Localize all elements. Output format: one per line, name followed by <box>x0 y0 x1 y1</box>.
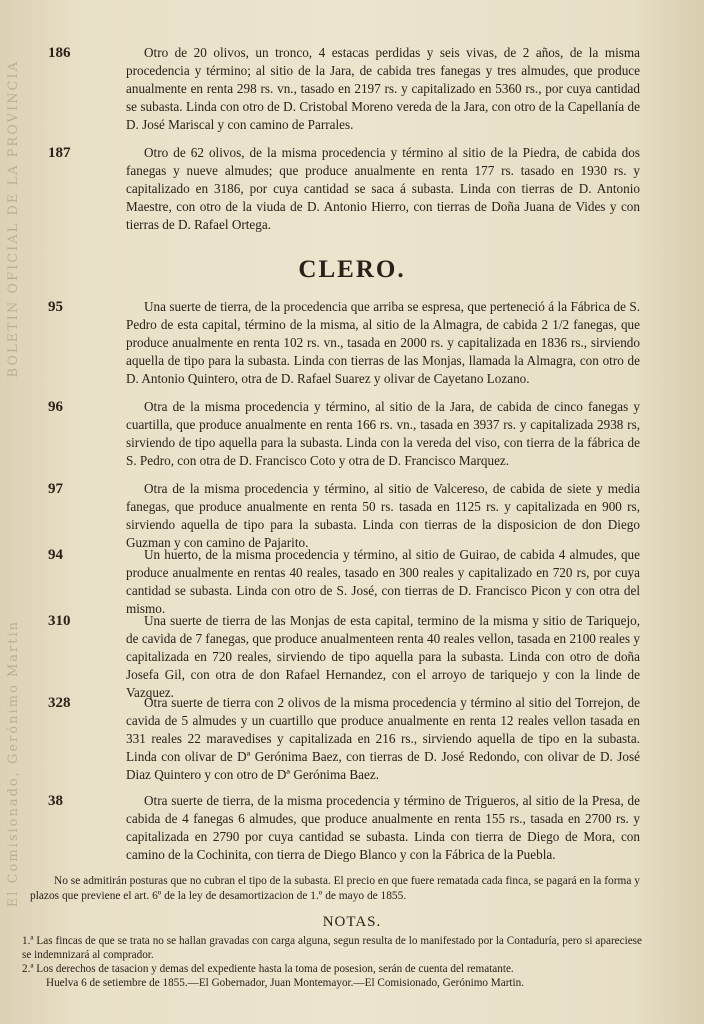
entry-97 <box>48 480 640 552</box>
entry-text: Otro de 20 olivos, un tronco, 4 estacas perdidas y seis vivas, de 2 años, de la misma procedencia y término; al sitio de la Jara, de cabida tres fanegas y tres almudes, que produce anualmente en renta 298 rs. vn., tasado en 2197 rs. y capitalizado en 5360 rs., por cuya cantidad se subasta. Linda con otro de D. Cristobal Moreno vereda de la Jara, con otro de la Capellanía de D. José Mariscal y con camino de Parrales. <box>126 45 640 133</box>
margin-stamp-upper: BOLETIN OFICIAL DE LA PROVINCIA <box>6 60 21 378</box>
entry-text: Una suerte de tierra de las Monjas de esta capital, termino de la misma y sitio de Tariquejo, de cavida de 7 fanegas, que produce anualmenteen renta 40 reales vellon, tasada en 2100 reales y capitalizada en 720 reales, sirviendo de tipo aquella para la subasta. Linda con otro de doña Josefa Gil, con otra de don Rafael Hernandez, con el arroyo de tariquejo y con la linde de Vazquez. <box>126 613 640 701</box>
signature-line: Huelva 6 de setiembre de 1855.—El Gobernador, Juan Montemayor.—El Comisionado, Gerónimo Martin. <box>46 977 525 989</box>
entry-number: 186 <box>48 45 71 61</box>
margin-stamp <box>6 60 34 960</box>
entry-number: 187 <box>48 145 71 161</box>
entry-text: Otra de la misma procedencia y término, al sitio de Valcereso, de cabida de siete y media fanegas, que produce anualmente en renta 50 rs. tasada en 1125 rs. y capitalizada en 900 rs, sirviendo aquella de tipo para la subasta. Linda con tierras de la disposicion de don Diego Guzman y con camino de Pajarito. <box>126 481 640 551</box>
margin-stamp-lower: El Comisionado, Gerónimo Martin <box>6 620 21 908</box>
entry-94 <box>48 546 640 618</box>
entry-text: Otra de la misma procedencia y término, al sitio de la Jara, de cabida de cinco fanegas y cuartilla, que produce anualmente en renta 166 rs. vn., tasada en 3937 rs. y capitalizada 2938 rs, sirviendo de tipo aquella para la subasta. Linda con la vereda del viso, con tierra de la fábrica de S. Pedro, con otra de D. Francisco Coto y otra de D. Francisco Marquez. <box>126 399 640 469</box>
entry-number: 97 <box>48 481 63 497</box>
entry-96 <box>48 398 640 470</box>
entry-number: 96 <box>48 399 63 415</box>
entry-number: 95 <box>48 299 63 315</box>
entry-38 <box>48 792 640 864</box>
entry-number: 328 <box>48 695 71 711</box>
entry-text: Otra suerte de tierra, de la misma procedencia y término de Trigueros, al sitio de la Presa, de cabida de 4 fanegas 6 almudes, que produce anualmente en renta 155 rs., tasada en 2700 rs. y capitalizada en 2790 por cuya cantidad se subasta. Linda con tierra de Diego de Mora, con camino de la Cochinita, con tierra de Diego Blanco y con la Fábrica de la Puebla. <box>126 793 640 863</box>
note-2: 2.ª Los derechos de tasacion y demas del expediente hasta la toma de posesion, serán de cuenta del rematante. <box>22 963 514 975</box>
notes-title: NOTAS. <box>322 914 382 930</box>
entry-text: Otra suerte de tierra con 2 olivos de la misma procedencia y término al sitio del Torrejon, de cavida de 5 almudes y un cuartillo que produce anualmente en renta 12 reales vellon tasada en 331 reales 22 maravedises y capitalizada en 216 rs., sirviendo aquella de tipo en la subasta. Linda con olivar de Dª Gerónima Baez, con tierras de D. José Redondo, con olivar de D. José Diaz Quintero y con otro de Dª Gerónima Baez. <box>126 695 640 783</box>
section-heading: CLERO. <box>298 256 406 283</box>
entry-number: 94 <box>48 547 63 563</box>
entry-text: Otro de 62 olivos, de la misma procedencia y término al sitio de la Piedra, de cabida dos fanegas y nueve almudes; que produce anualmente en renta 177 rs. tasado en 1930 rs. y capitalizado en 3186, por cuya cantidad se saca á subasta. Linda con tierras de D. Antonio Maestre, con otro de la viuda de D. Antonio Hierro, con tierras de Doña Juana de Vides y con tierras de D. Rafael Ortega. <box>126 145 640 233</box>
entry-number: 310 <box>48 613 71 629</box>
entry-186 <box>48 44 640 134</box>
entry-text: Un huerto, de la misma procedencia y término, al sitio de Guirao, de cabida 4 almudes, que produce anualmente en rentas 40 reales, tasado en 300 reales y capitalizado en 720 rs, por cuya cantidad se subasta. Linda con otro de S. José, con tierras de D. Francisco Picon y con otra del mismo. <box>126 547 640 617</box>
entry-number: 38 <box>48 793 63 809</box>
entry-187 <box>48 144 640 234</box>
entry-text: Una suerte de tierra, de la procedencia que arriba se espresa, que perteneció á la Fábrica de S. Pedro de esta capital, término de la misma, al sitio de la Almagra, de cabida 2 1/2 fanegas, que produce anualmente en renta 102 rs. vn., tasada en 2000 rs. y capitalizada en 1836 rs., sirviendo aquella de tipo para la subasta. Linda con tierras de las Monjas, llamada la Almagra, con otro de D. Antonio Quintero, otra de D. Rafael Suarez y olivar de Cayetano Lozano. <box>126 299 640 387</box>
note-1: 1.ª Las fincas de que se trata no se hallan gravadas con carga alguna, segun resulta de lo manifestado por la Contaduría, pero si apareciese se indemnizará al comprador. <box>22 935 642 961</box>
entry-95 <box>48 298 640 388</box>
auction-notice: No se admitirán posturas que no cubran el tipo de la subasta. El precio en que fuere rematada cada finca, se pagará en la forma y plazos que previene el art. 6º de la ley de desamortizacion de 1.º de mayo de 1855. <box>30 875 640 902</box>
entry-310 <box>48 612 640 702</box>
entry-328 <box>48 694 640 784</box>
